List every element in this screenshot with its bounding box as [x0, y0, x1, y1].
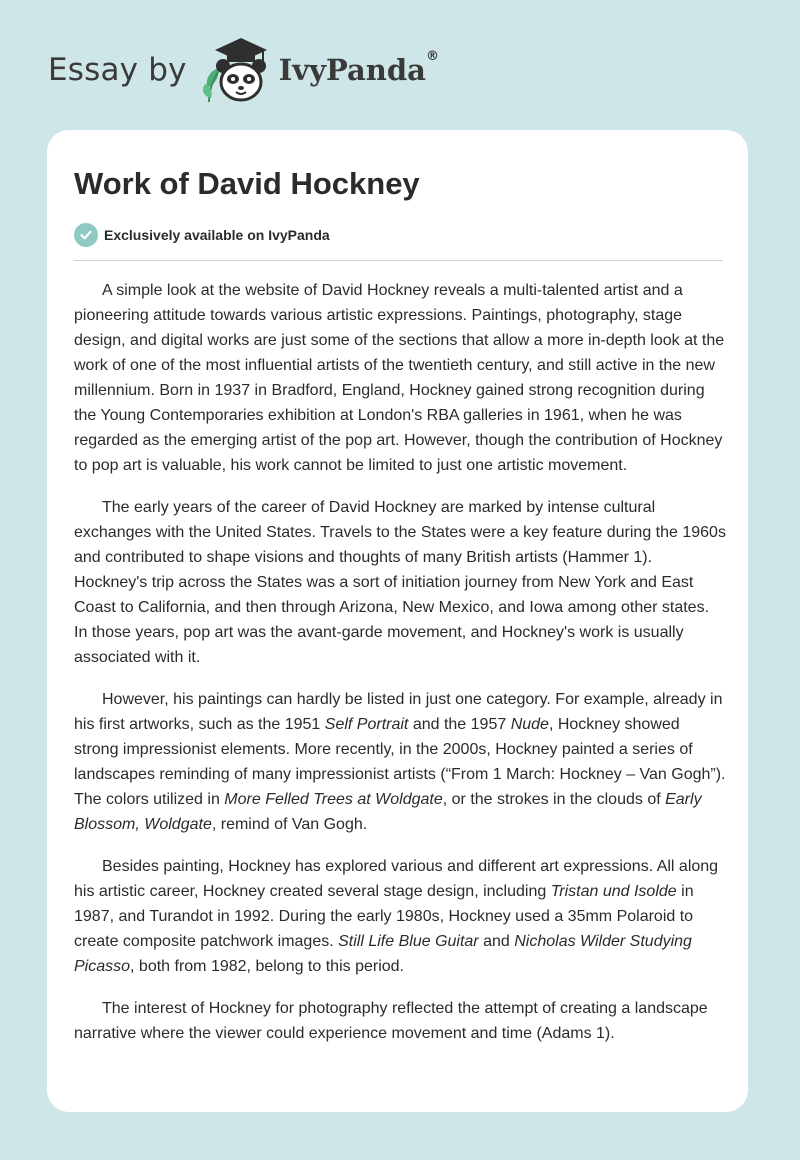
paragraph-1: A simple look at the website of David Hockney reveals a multi-talented artist and a pioneering attitude towards various artistic expressions. Paintings, photography, stage design, and digital works are just some of the sections that allow a more in-depth look at the work of one of the most influential artists of the twentieth century, and still active in the new millennium. Born in 1937 in Bradford, England, Hockney gained strong recognition during the Young Contemporaries exhibition at London's RBA galleries in 1961, when he was regarded as the emerging artist of the pop art. However, though the contribution of Hockney to pop art is valuable, his work cannot be limited to just one artistic movement. — [74, 282, 725, 474]
text-run: Besides painting, Hockney has explored various and different art expressions. All along his artistic career, Hockney created several stage design, including — [74, 858, 719, 900]
artwork-title: Nicholas Wilder Studying Picasso — [74, 933, 692, 975]
text-run: , remind of Van Gogh. — [211, 816, 368, 833]
brand-name-text: IvyPanda — [278, 53, 426, 87]
essay-card — [47, 130, 748, 1112]
artwork-title: Nude — [510, 716, 549, 733]
paragraph-5: The interest of Hockney for photography reflected the attempt of creating a landscape narrative where the viewer could experience movement and time (Adams 1). — [74, 1000, 708, 1042]
page-title: Work of David Hockney — [74, 166, 420, 201]
exclusive-badge-text: Exclusively available on IvyPanda — [104, 227, 330, 243]
panda-logo-icon — [201, 32, 273, 109]
artwork-title: Still Life Blue Guitar — [338, 933, 479, 950]
brand-header — [48, 30, 439, 110]
text-run: and — [478, 933, 515, 950]
paragraph-2: The early years of the career of David Hockney are marked by intense cultural exchanges with the United States. Travels to the States were a key feature during the 1960s and contributed to shape visions and thoughts of many British artists (Hammer 1). Hockney's trip across the States was a sort of initiation journey from New York and East Coast to California, and then through Arizona, New Mexico, and Iowa among other states. In those years, pop art was the avant-garde movement, and Hockney's work is usually associated with it. — [74, 499, 726, 666]
essay-by-label: Essay by — [48, 52, 187, 88]
artwork-title: Early Blossom, Woldgate — [74, 791, 702, 833]
text-run: , Hockney showed strong impressionist elements. More recently, in the 2000s, Hockney painted a series of landscapes reminding of many impressionist artists (“From 1 March: Hockney – Van Gogh”). The colors utilized in — [74, 716, 726, 808]
text-run: , both from 1982, belong to this period. — [130, 958, 404, 975]
paragraph-4 — [74, 854, 726, 979]
artwork-title: Tristan und Isolde — [550, 883, 677, 900]
divider — [74, 260, 723, 261]
text-run: and the 1957 — [408, 716, 511, 733]
text-run: in 1987, and Turandot in 1992. During the early 1980s, Hockney used a 35mm Polaroid to create composite patchwork images. — [74, 883, 694, 950]
essay-body — [74, 278, 726, 1046]
text-run: However, his paintings can hardly be listed in just one category. For example, already in his first artworks, such as the 1951 — [74, 691, 723, 733]
ivypanda-wordmark — [278, 49, 439, 87]
artwork-title: More Felled Trees at Woldgate — [224, 791, 443, 808]
checkmark-icon — [74, 223, 98, 247]
artwork-title: Self Portrait — [324, 716, 409, 733]
paragraph-3 — [74, 687, 726, 837]
text-run: , or the strokes in the clouds of — [442, 791, 666, 808]
registered-mark: ® — [425, 49, 439, 64]
exclusive-badge — [74, 222, 722, 248]
